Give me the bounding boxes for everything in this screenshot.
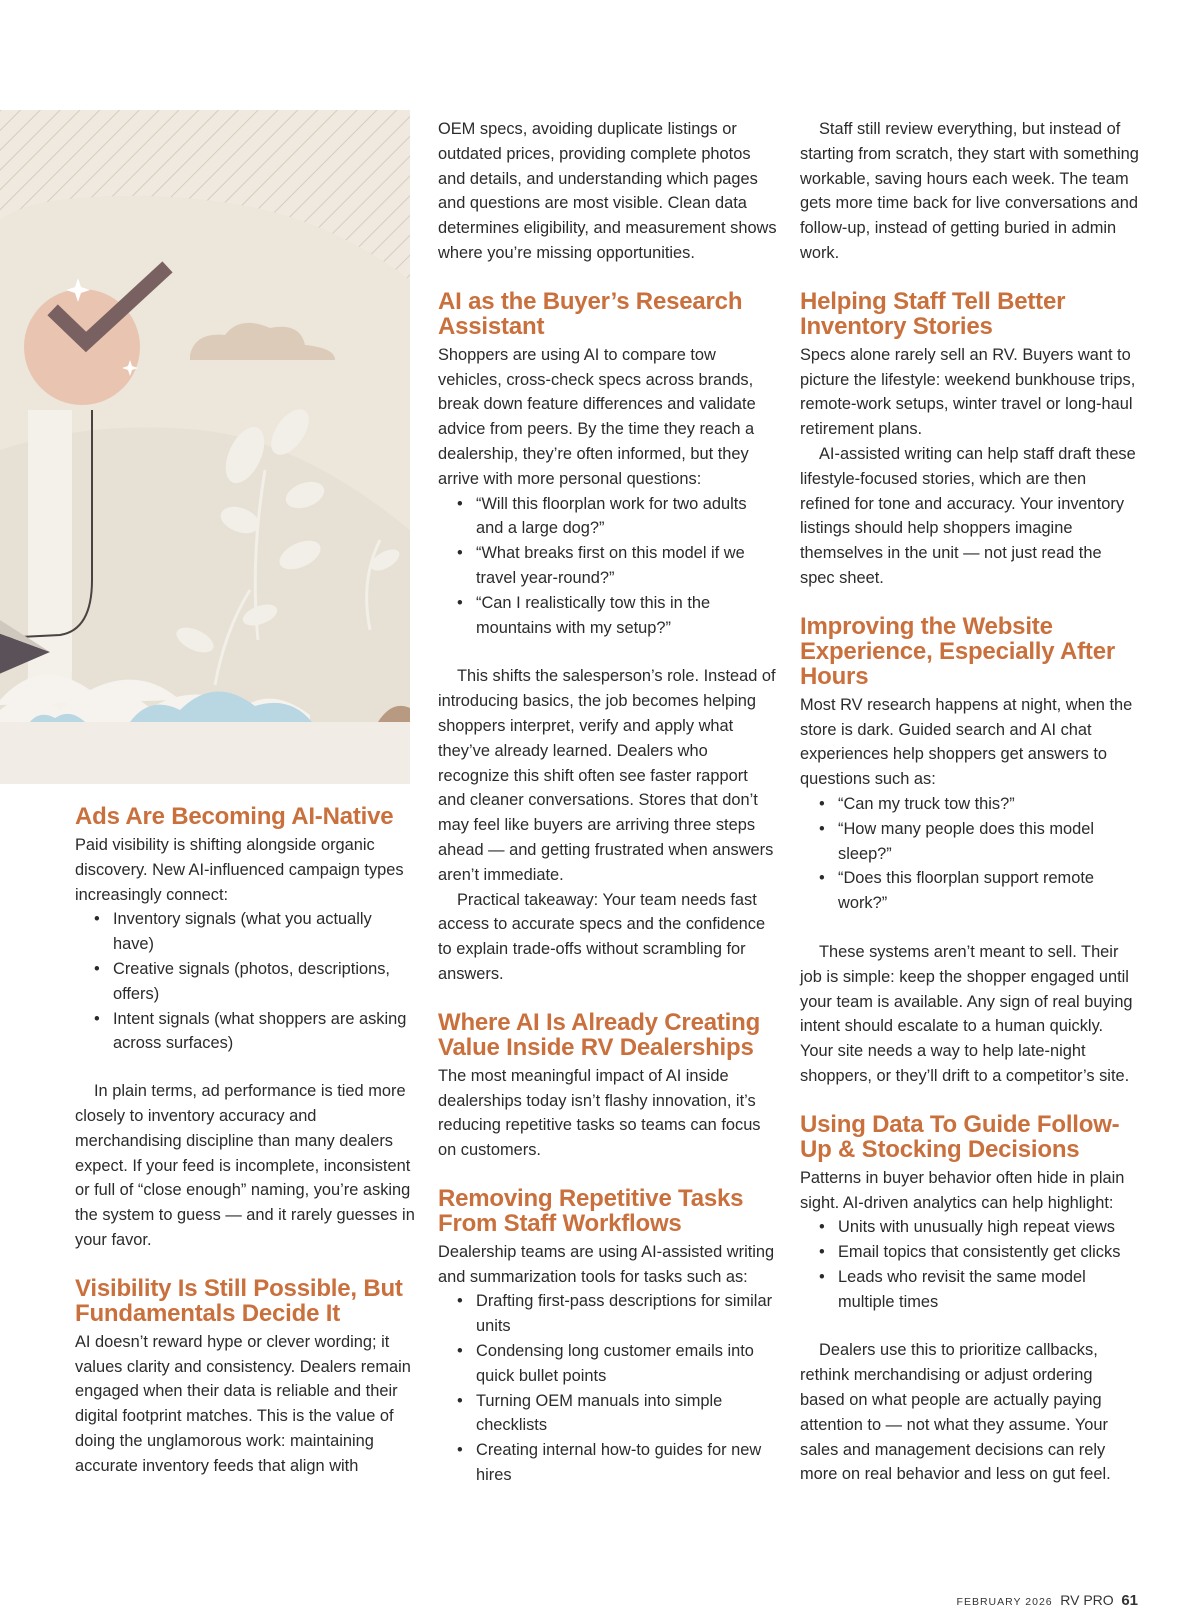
column-2 (438, 117, 778, 1488)
visibility-heading: Visibility Is Still Possible, But Fundamentals Decide It (75, 1274, 403, 1327)
continued-paragraph: OEM specs, avoiding duplicate listings or outdated prices, providing complete photos and details, and understanding which pages and questions are most visible. Clean data determines eligibility, and measurement shows where you’re missing opportunities. (438, 120, 777, 262)
list-item: • “Will this floorplan work for two adults and a large dog?” (476, 492, 778, 542)
list-item: • Units with unusually high repeat views (838, 1215, 1140, 1240)
list-item: • “Can my truck tow this?” (838, 792, 1140, 817)
list-item: • “Can I realistically tow this in the mountains with my setup?” (476, 591, 778, 641)
value-paragraph: The most meaningful impact of AI inside dealerships today isn’t flashy innovation, it’s reducing repetitive tasks so teams can focus on customers. (438, 1066, 761, 1160)
list-item: • Creative signals (photos, descriptions, offers) (113, 957, 415, 1007)
visibility-paragraph: AI doesn’t reward hype or clever wording; it values clarity and consistency. Dealers remain engaged when their data is reliable and their digital footprint matches. This is the value of doing the unglamorous work: maintaining accurate inventory feeds that align with (75, 1332, 411, 1475)
value-heading: Where AI Is Already Creating Value Inside RV Dealerships (438, 1008, 761, 1061)
hero-illustration (0, 110, 410, 784)
website-bullet-list (800, 792, 1140, 916)
systems-paragraph: These systems aren’t meant to sell. Their job is simple: keep the shopper engaged until your team is available. Any sign of real buying intent should escalate to a human quickly. Your site needs a way to help late-night shoppers, or they’ll drift to a competitor’s site. (800, 942, 1133, 1085)
plain-terms-paragraph: In plain terms, ad performance is tied more closely to inventory accuracy and merchandising discipline than many dealers expect. If your feed is incomplete, inconsistent or full of “close enough” naming, you’re asking the system to guess — and it rarely guesses in your favor. (75, 1082, 415, 1249)
website-paragraph: Most RV research happens at night, when the store is dark. Guided search and AI chat experiences help shoppers get answers to questions such as: (800, 695, 1133, 789)
shift-paragraph: This shifts the salesperson’s role. Instead of introducing basics, the job becomes helping shoppers interpret, verify and apply what they’ve already learned. Dealers who recognize this shift often see faster rapport and cleaner conversations. Stores that don’t may feel like buyers are arriving three steps ahead — and getting frustrated when answers aren’t immediate. (438, 667, 776, 884)
research-heading: AI as the Buyer’s Research Assistant (438, 287, 743, 340)
list-item: • Turning OEM manuals into simple checklists (476, 1389, 778, 1439)
publication-name: RV PRO (1060, 1592, 1114, 1608)
list-item: • “Does this floorplan support remote work?” (838, 866, 1140, 916)
research-bullet-list (438, 492, 778, 641)
website-heading: Improving the Website Experience, Especially After Hours (800, 612, 1116, 690)
list-item: • Inventory signals (what you actually have) (113, 907, 415, 957)
data-heading: Using Data To Guide Follow-Up & Stocking Decisions (800, 1110, 1120, 1163)
list-item: • Condensing long customer emails into quick bullet points (476, 1339, 778, 1389)
data-bullet-list (800, 1215, 1140, 1314)
list-item: • Drafting first-pass descriptions for similar units (476, 1289, 778, 1339)
page-number: 61 (1121, 1592, 1138, 1609)
list-item: • Intent signals (what shoppers are asking across surfaces) (113, 1007, 415, 1057)
takeaway-paragraph: Practical takeaway: Your team needs fast access to accurate specs and the confidence to explain trade-offs without scrambling for answers. (438, 890, 766, 983)
ads-intro: Paid visibility is shifting alongside organic discovery. New AI-influenced campaign types increasingly connect: (75, 836, 404, 904)
removing-heading: Removing Repetitive Tasks From Staff Workflows (438, 1184, 744, 1237)
list-item: • Leads who revisit the same model multiple times (838, 1265, 1140, 1315)
ads-heading: Ads Are Becoming AI-Native (75, 803, 394, 830)
stories-heading: Helping Staff Tell Better Inventory Stories (800, 287, 1066, 340)
research-paragraph: Shoppers are using AI to compare tow vehicles, cross-check specs across brands, break down feature differences and validate advice from peers. By the time they reach a dealership, they’re often informed, but they arrive with more personal questions: (438, 345, 756, 488)
list-item: • Creating internal how-to guides for new hires (476, 1438, 778, 1488)
issue-date: FEBRUARY 2026 (956, 1596, 1053, 1608)
dealers-use-paragraph: Dealers use this to prioritize callbacks, rethink merchandising or adjust ordering based on what people are actually paying attention to — not what they assume. Your sales and management decisions can rely more on real behavior and less on gut feel. (800, 1341, 1111, 1484)
removing-bullet-list (438, 1289, 778, 1487)
stories-paragraph-2: AI-assisted writing can help staff draft these lifestyle-focused stories, which are then refined for tone and accuracy. Your inventory listings should help shoppers imagine themselves in the unit — not just read the spec sheet. (800, 444, 1136, 587)
list-item: • Email topics that consistently get clicks (838, 1240, 1140, 1265)
staff-review-paragraph: Staff still review everything, but instead of starting from scratch, they start with something workable, saving hours each week. The team gets more time back for live conversations and follow-up, instead of getting buried in admin work. (800, 120, 1139, 262)
ads-bullet-list (75, 907, 415, 1056)
column-1 (75, 804, 415, 1479)
data-paragraph: Patterns in buyer behavior often hide in plain sight. AI-driven analytics can help highlight: (800, 1168, 1125, 1212)
removing-paragraph: Dealership teams are using AI-assisted writing and summarization tools for tasks such as: (438, 1242, 775, 1286)
page-footer (957, 1592, 1138, 1609)
list-item: • “What breaks first on this model if we travel year-round?” (476, 541, 778, 591)
list-item: • “How many people does this model sleep?” (838, 817, 1140, 867)
stories-paragraph: Specs alone rarely sell an RV. Buyers want to picture the lifestyle: weekend bunkhouse trips, remote-work setups, winter travel or long-haul retirement plans. (800, 345, 1136, 439)
column-3 (800, 117, 1140, 1487)
